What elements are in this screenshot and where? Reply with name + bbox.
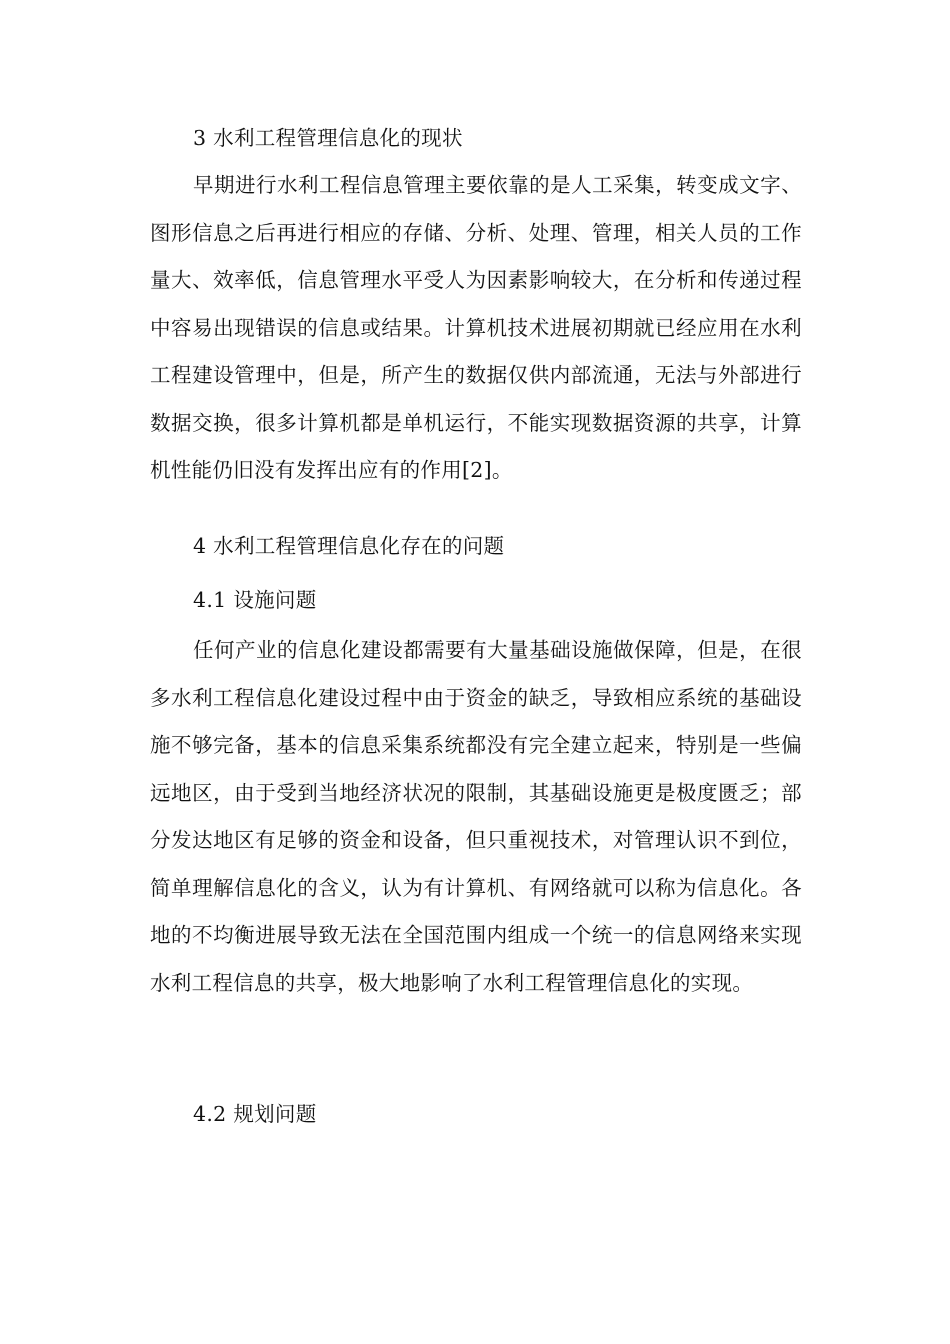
section-3-paragraph: 早期进行水利工程信息管理主要依靠的是人工采集，转变成文字、图形信息之后再进行相应的存储、分析、处理、管理，相关人员的工作量大、效率低，信息管理水平受人为因素影响较大，在分析和传递过程中容易出现错误的信息或结果。计算机技术进展初期就已经应用在水利工程建设管理中，但是，所产生的数据仅供内部流通，无法与外部进行数据交换，很多计算机都是单机运行，不能实现数据资源的共享，计算机性能仍旧没有发挥出应有的作用[2]。 (150, 173, 802, 482)
section-4-1-heading: 4.1 设施问题 (193, 588, 317, 612)
section-4-2-heading: 4.2 规划问题 (193, 1102, 317, 1126)
section-4-1-paragraph: 任何产业的信息化建设都需要有大量基础设施做保障，但是，在很多水利工程信息化建设过程中由于资金的缺乏，导致相应系统的基础设施不够完备，基本的信息采集系统都没有完全建立起来，特别是一些偏远地区，由于受到当地经济状况的限制，其基础设施更是极度匮乏；部分发达地区有足够的资金和设备，但只重视技术，对管理认识不到位，简单理解信息化的含义，认为有计算机、有网络就可以称为信息化。各地的不均衡进展导致无法在全国范围内组成一个统一的信息网络来实现水利工程信息的共享，极大地影响了水利工程管理信息化的实现。 (150, 638, 802, 995)
section-3-heading: 3 水利工程管理信息化的现状 (193, 126, 463, 150)
section-4-heading: 4 水利工程管理信息化存在的问题 (193, 534, 505, 558)
